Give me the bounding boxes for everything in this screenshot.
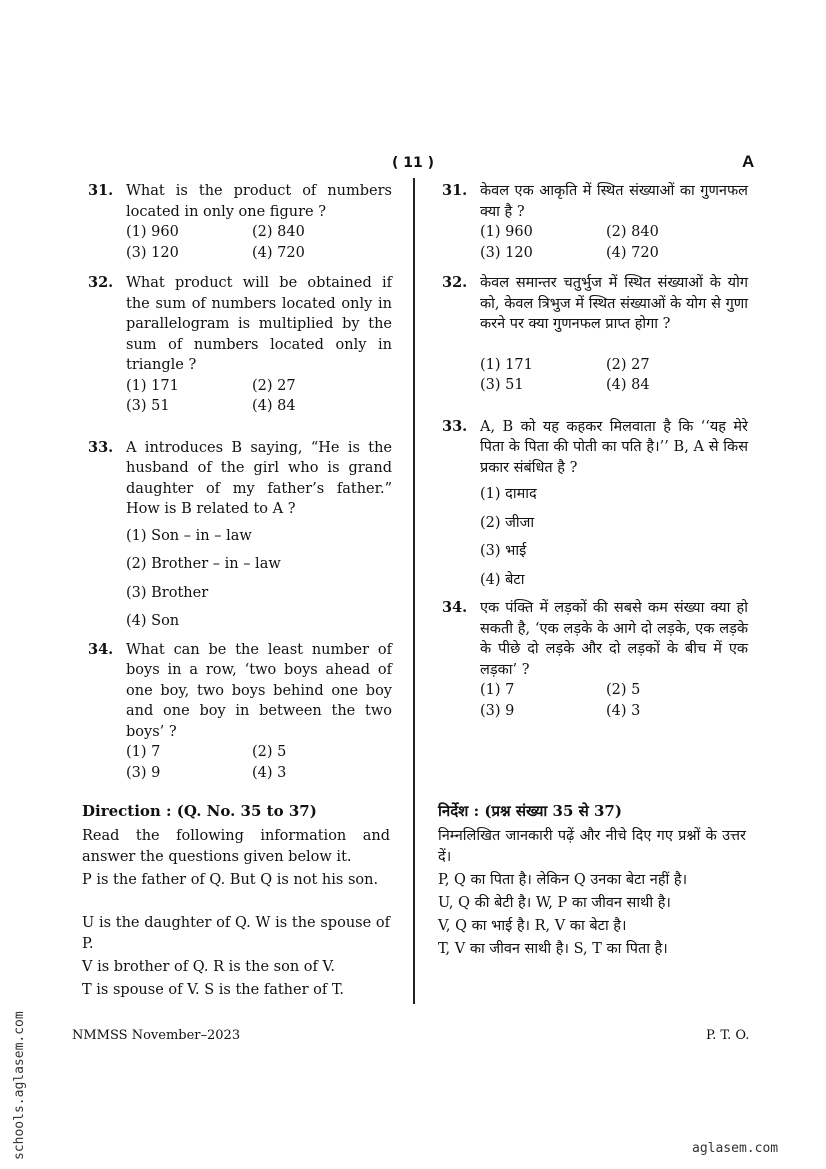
option: (4) Son xyxy=(126,613,180,629)
option: (4) 720 xyxy=(606,244,659,261)
question-number: 31. xyxy=(88,182,114,199)
question-33-hi xyxy=(442,417,748,591)
question-34-en xyxy=(88,640,392,784)
option: (1) Son – in – law xyxy=(126,527,252,544)
direction-line: P, Q का पिता है। लेकिन Q उनका बेटा नहीं है। xyxy=(438,872,688,888)
option: (4) 3 xyxy=(252,764,287,781)
question-text: What can be the least number of boys in a row, ‘two boys ahead of one boy, two boys behind one boy and one boy in between the two boys’ ? xyxy=(126,641,392,740)
option: (3) 51 xyxy=(126,398,170,414)
options xyxy=(126,222,392,263)
question-text: A, B को यह कहकर मिलवाता है कि ‘‘यह मेरे पिता के पिता की पोती का पति है।’’ B, A से किस प्रकार संबंधित है ? xyxy=(480,418,748,476)
direction-line: T, V का जीवन साथी है। S, T का पिता है। xyxy=(438,941,668,957)
direction-line: V is brother of Q. R is the son of V. xyxy=(82,959,336,975)
option: (1) 7 xyxy=(126,744,161,760)
option: (4) 84 xyxy=(606,377,650,393)
side-watermark: schools.aglasem.com xyxy=(12,1011,27,1160)
question-text: A introduces B saying, “He is the husband of the girl who is grand daughter of my father’s father.” How is B related to A ? xyxy=(126,439,392,517)
option: (2) 5 xyxy=(252,744,287,760)
option: (3) 9 xyxy=(126,764,161,781)
question-32-en xyxy=(88,273,392,417)
option: (2) 5 xyxy=(606,682,641,698)
question-number: 33. xyxy=(88,438,114,456)
pto-label: P. T. O. xyxy=(706,1028,750,1043)
option: (2) Brother – in – law xyxy=(126,556,281,572)
option: (4) 3 xyxy=(606,702,641,719)
option: (1) दामाद xyxy=(480,486,537,502)
question-text: What product will be obtained if the sum of numbers located only in parallelogram is multiplied by the sum of numbers located only in triangle ? xyxy=(126,275,392,373)
option: (2) 840 xyxy=(252,224,305,240)
question-33-en xyxy=(88,438,392,632)
direction-title: Direction : (Q. No. 35 to 37) xyxy=(82,802,317,820)
question-number: 31. xyxy=(442,182,468,199)
option: (2) जीजा xyxy=(480,514,535,531)
options xyxy=(480,680,748,721)
question-number: 33. xyxy=(442,417,468,435)
question-31-en xyxy=(88,181,392,263)
hindi-column xyxy=(442,181,748,721)
direction-line: U, Q की बेटी है। W, P का जीवन साथी है। xyxy=(438,895,671,911)
question-number: 32. xyxy=(442,274,468,291)
question-text: What is the product of numbers located in only one figure ? xyxy=(126,183,392,220)
option: (3) 120 xyxy=(126,244,179,261)
direction-line: T is spouse of V. S is the father of T. xyxy=(82,982,344,998)
option: (1) 960 xyxy=(480,224,533,240)
option: (4) 720 xyxy=(252,244,305,261)
direction-line: निम्नलिखित जानकारी पढ़ें और नीचे दिए गए प्रश्नों के उत्तर दें। xyxy=(438,828,746,865)
option: (1) 7 xyxy=(480,682,515,698)
column-divider xyxy=(413,178,415,1004)
option: (2) 27 xyxy=(606,356,650,373)
option: (3) 120 xyxy=(480,244,533,261)
series-code: A xyxy=(742,152,755,171)
options xyxy=(480,222,748,263)
option: (3) 9 xyxy=(480,702,515,719)
option: (4) बेटा xyxy=(480,571,525,588)
question-number: 34. xyxy=(88,640,114,658)
option: (1) 960 xyxy=(126,224,179,240)
direction-line: U is the daughter of Q. W is the spouse of P. xyxy=(82,915,390,952)
options xyxy=(480,355,748,396)
question-text: केवल समान्तर चतुर्भुज में स्थित संख्याओं के योग को, केवल त्रिभुज में स्थित संख्याओं के योग से गुणा करने पर क्या गुणनफल प्राप्त होगा ? xyxy=(480,275,748,332)
option: (3) भाई xyxy=(480,543,527,559)
options xyxy=(126,526,392,632)
page-number: ( 11 ) xyxy=(391,155,435,171)
english-column xyxy=(88,181,392,783)
question-34-hi xyxy=(442,598,748,721)
question-text: एक पंक्ति में लड़कों की सबसे कम संख्या क्या हो सकती है, ‘एक लड़के के आगे दो लड़के, एक लड़के के पीछे दो लड़के और दो लड़कों के बीच में एक लड़का’ ? xyxy=(480,600,748,678)
option: (2) 840 xyxy=(606,224,659,240)
question-31-hi xyxy=(442,181,748,263)
direction-en xyxy=(82,801,390,1003)
option: (1) 171 xyxy=(480,356,533,373)
question-text: केवल एक आकृति में स्थित संख्याओं का गुणनफल क्या है ? xyxy=(480,183,748,220)
direction-line: Read the following information and answer the questions given below it. xyxy=(82,828,390,865)
option: (3) Brother xyxy=(126,584,209,601)
options xyxy=(480,484,748,590)
direction-line: P is the father of Q. But Q is not his son. xyxy=(82,872,379,888)
direction-line: V, Q का भाई है। R, V का बेटा है। xyxy=(438,918,627,934)
options xyxy=(126,742,392,783)
option: (4) 84 xyxy=(252,398,296,414)
direction-title: निर्देश : (प्रश्न संख्या 35 से 37) xyxy=(438,802,622,820)
question-number: 34. xyxy=(442,599,468,616)
question-32-hi xyxy=(442,273,748,396)
exam-name: NMMSS November–2023 xyxy=(72,1028,241,1043)
direction-hi xyxy=(438,801,746,962)
bottom-watermark: aglasem.com xyxy=(692,1141,779,1156)
question-number: 32. xyxy=(88,274,114,291)
option: (1) 171 xyxy=(126,377,179,394)
options xyxy=(126,376,392,417)
option: (2) 27 xyxy=(252,377,296,394)
option: (3) 51 xyxy=(480,377,524,393)
